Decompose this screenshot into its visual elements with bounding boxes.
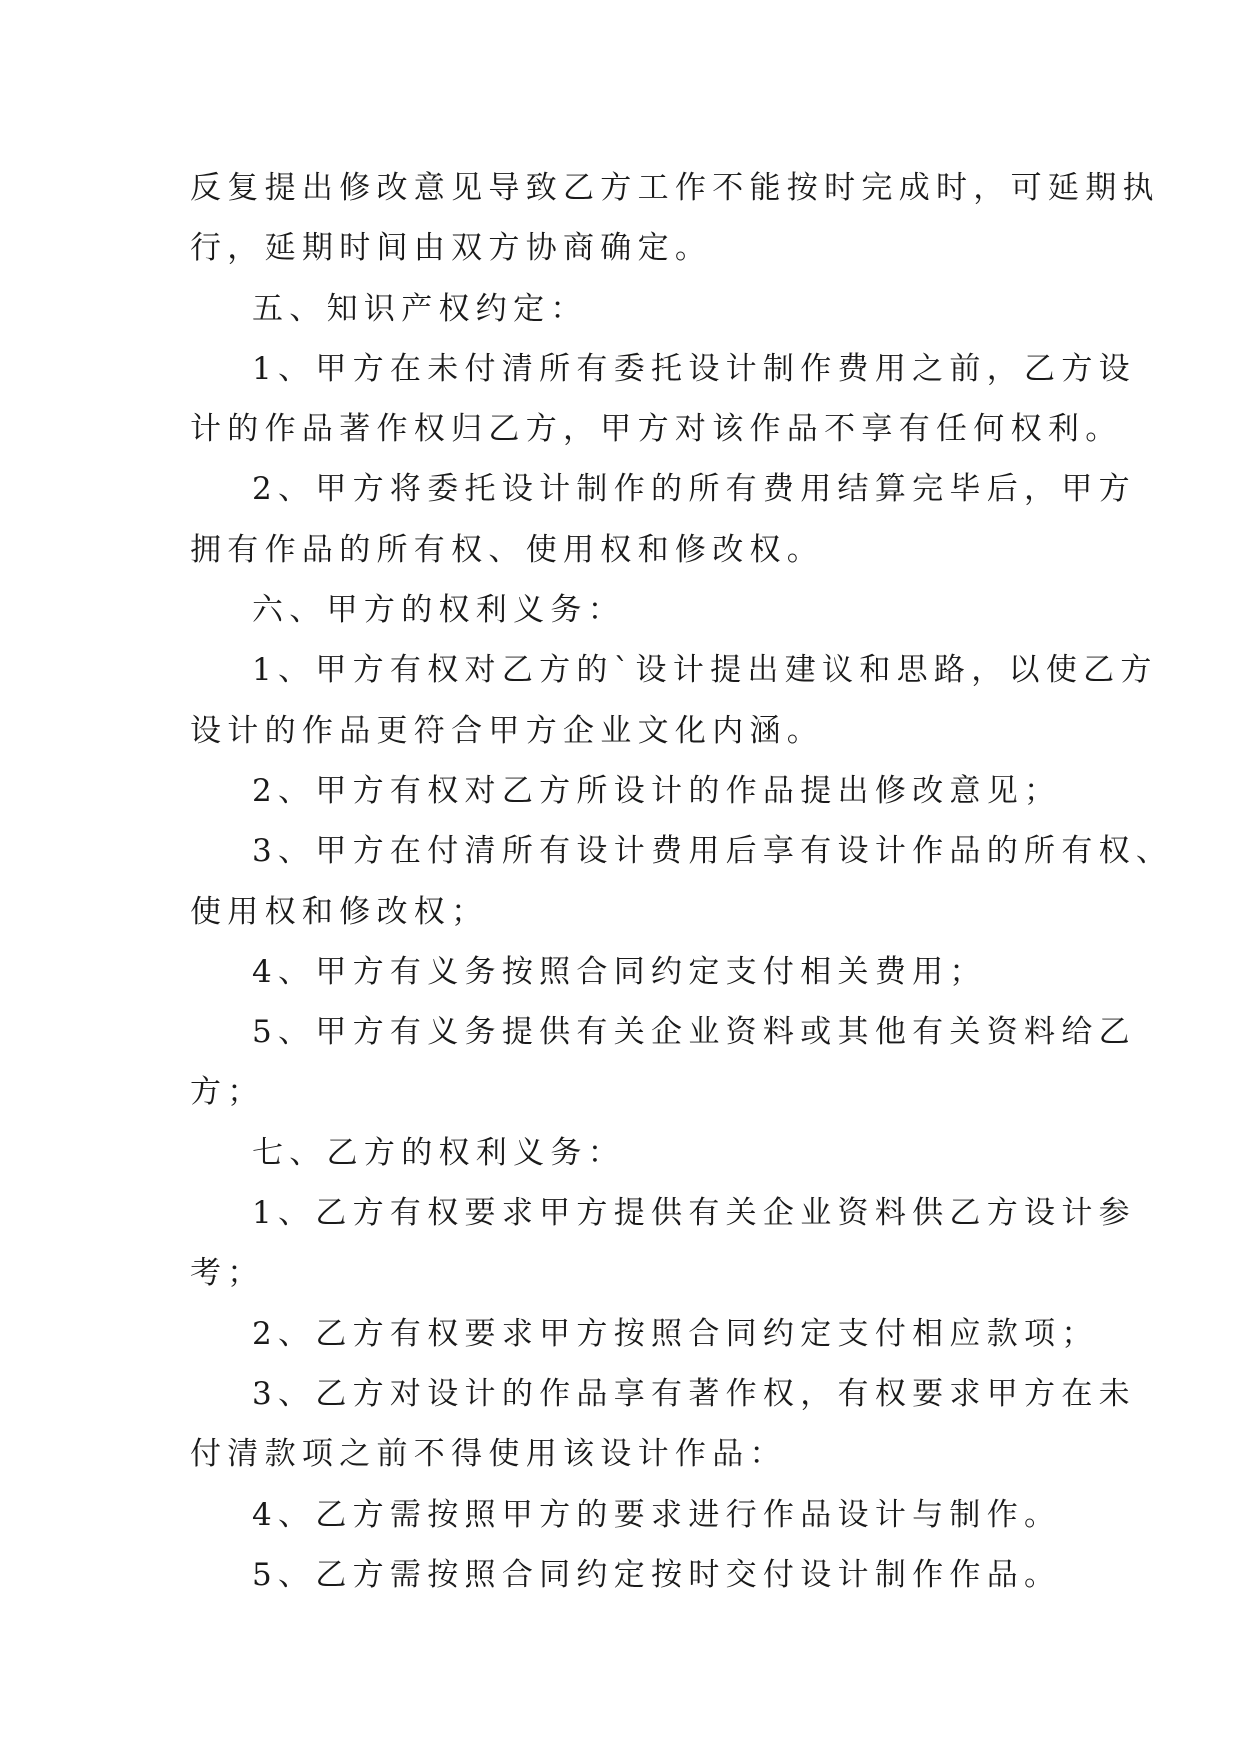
text-line: 1、甲方有权对乙方的`设计提出建议和思路，以使乙方 <box>252 652 1158 689</box>
text-line: 考； <box>190 1255 265 1292</box>
section-heading-party-a: 六、甲方的权利义务： <box>252 592 625 629</box>
section-heading-party-b: 七、乙方的权利义务： <box>252 1134 625 1171</box>
text-line: 方； <box>190 1074 265 1111</box>
text-line: 3、乙方对设计的作品享有著作权，有权要求甲方在未 <box>252 1375 1136 1412</box>
text-line: 反复提出修改意见导致乙方工作不能按时完成时，可延期执 <box>190 170 1160 206</box>
text-line: 2、甲方将委托设计制作的所有费用结算完毕后，甲方 <box>252 471 1136 508</box>
text-line: 2、乙方有权要求甲方按照合同约定支付相应款项； <box>252 1315 1099 1352</box>
text-line: 4、甲方有义务按照合同约定支付相关费用； <box>252 953 987 990</box>
section-heading-ip: 五、知识产权约定： <box>252 290 588 327</box>
text-line: 1、甲方在未付清所有委托设计制作费用之前，乙方设 <box>252 350 1136 387</box>
text-line: 行，延期时间由双方协商确定。 <box>190 230 713 267</box>
text-line: 4、乙方需按照甲方的要求进行作品设计与制作。 <box>252 1496 1062 1533</box>
text-line: 5、乙方需按照合同约定按时交付设计制作作品。 <box>252 1556 1062 1593</box>
text-line: 5、甲方有义务提供有关企业资料或其他有关资料给乙 <box>252 1014 1136 1051</box>
text-line: 使用权和修改权； <box>190 893 489 930</box>
text-line: 设计的作品更符合甲方企业文化内涵。 <box>190 712 825 749</box>
text-line: 3、甲方在付清所有设计费用后享有设计作品的所有权、 <box>252 833 1174 870</box>
text-line: 拥有作品的所有权、使用权和修改权。 <box>190 531 825 568</box>
document-body <box>190 158 1174 1605</box>
text-line: 2、甲方有权对乙方所设计的作品提出修改意见； <box>252 772 1062 809</box>
text-line: 付清款项之前不得使用该设计作品： <box>190 1436 787 1473</box>
text-line: 计的作品著作权归乙方，甲方对该作品不享有任何权利。 <box>190 411 1123 448</box>
text-line: 1、乙方有权要求甲方提供有关企业资料供乙方设计参 <box>252 1195 1136 1232</box>
